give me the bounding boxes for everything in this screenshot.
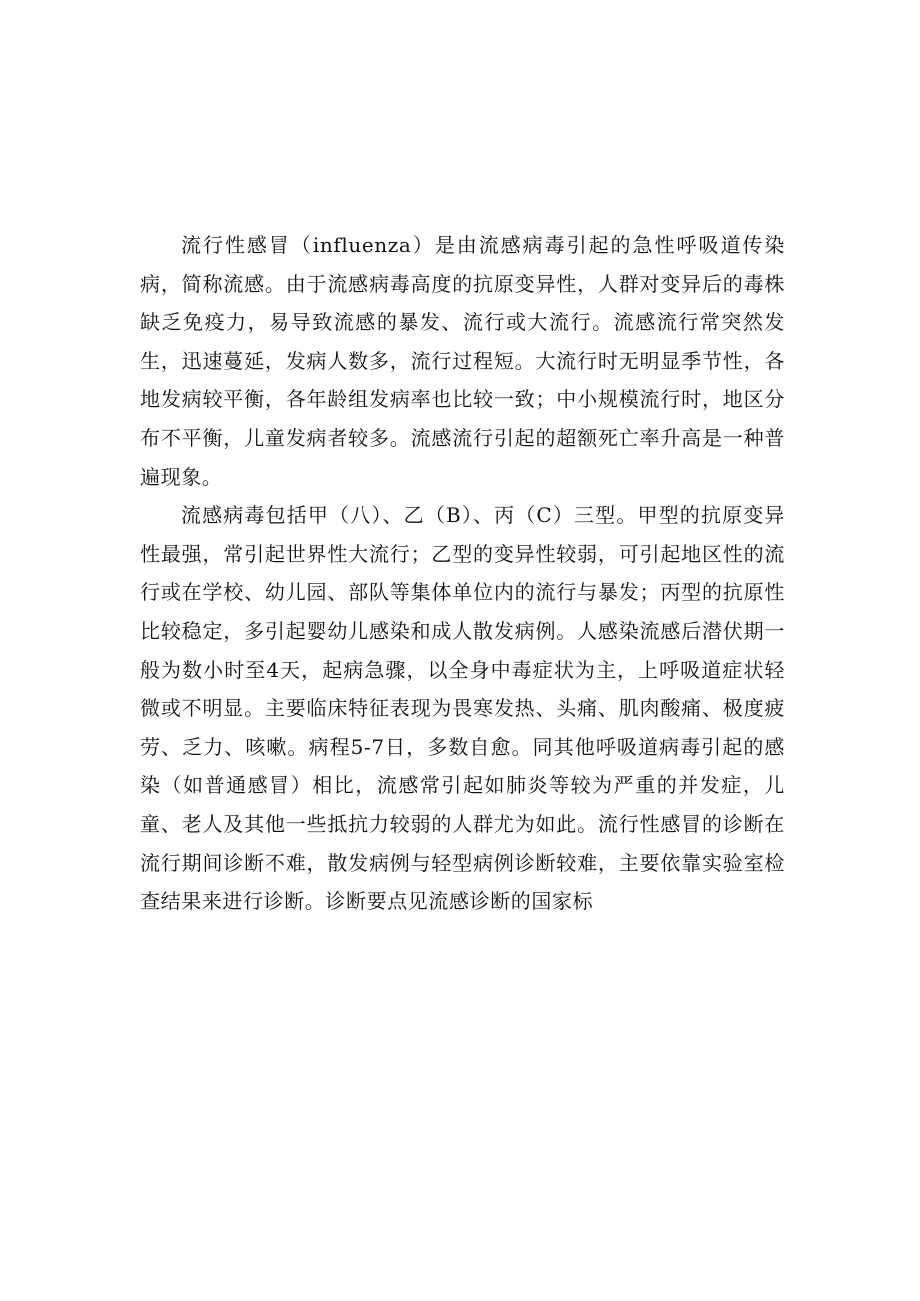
paragraph-virus-types: 流感病毒包括甲（八）、乙（B）、丙（C）三型。甲型的抗原变异性最强，常引起世界性大流行；乙型的变异性较弱，可引起地区性的流行或在学校、幼儿园、部队等集体单位内的流行与暴发；丙型的抗原性比较稳定，多引起婴幼儿感染和成人散发病例。人感染流感后潜伏期一般为数小时至4天，起病急骤，以全身中毒症状为主，上呼吸道症状轻微或不明显。主要临床特征表现为畏寒发热、头痛、肌肉酸痛、极度疲劳、乏力、咳嗽。病程5-7日，多数自愈。同其他呼吸道病毒引起的感染（如普通感冒）相比，流感常引起如肺炎等较为严重的并发症，儿童、老人及其他一些抵抗力较弱的人群尤为如此。流行性感冒的诊断在流行期间诊断不难，散发病例与轻型病例诊断较难，主要依靠实验室检查结果来进行诊断。诊断要点见流感诊断的国家标 — [140, 503, 785, 914]
paragraph-influenza-overview: 流行性感冒（influenza）是由流感病毒引起的急性呼吸道传染病，简称流感。由于流感病毒高度的抗原变异性，人群对变异后的毒株缺乏免疫力，易导致流感的暴发、流行或大流行。流感流行常突然发生，迅速蔓延，发病人数多，流行过程短。大流行时无明显季节性，各地发病较平衡，各年龄组发病率也比较一致；中小规模流行时，地区分布不平衡，儿童发病者较多。流感流行引起的超额死亡率升高是一种普遍现象。 — [140, 233, 785, 489]
document-body — [140, 226, 785, 921]
